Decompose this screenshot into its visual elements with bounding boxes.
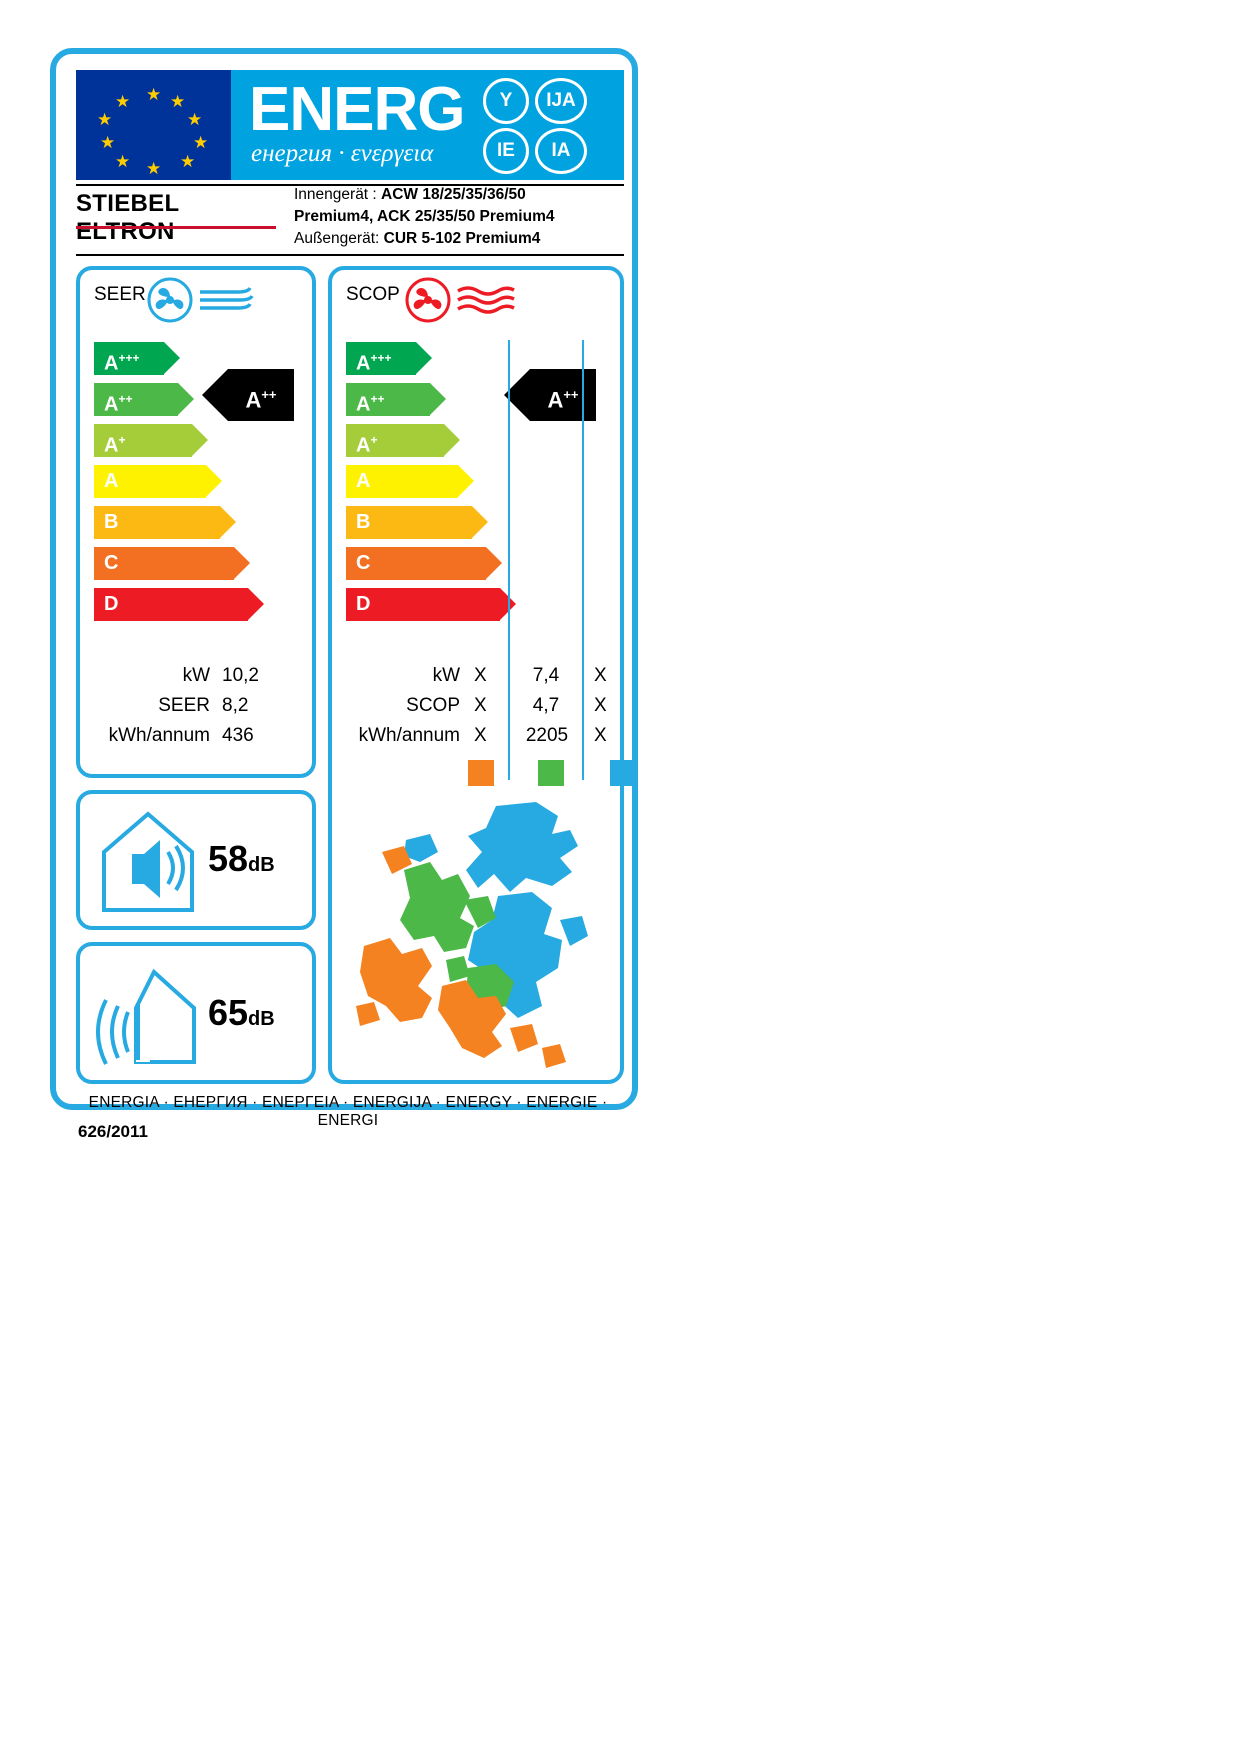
- europe-climate-map: [346, 800, 616, 1072]
- class-arrow-c: C: [94, 547, 234, 580]
- fan-icon-heating: [404, 276, 452, 324]
- outdoor-noise-icon: [94, 962, 202, 1070]
- indoor-noise-unit: dB: [248, 854, 275, 876]
- energ-wordmark: ENERG: [249, 75, 465, 144]
- footer-regulation: 626/2011: [78, 1122, 148, 1141]
- seer-row-0-label: kW: [182, 665, 210, 686]
- class-arrow-ap: A++: [346, 383, 430, 416]
- outdoor-value: CUR 5-102 Premium4: [383, 230, 541, 247]
- energy-label: [50, 48, 638, 1141]
- seer-row-1-value: 8,2: [222, 695, 249, 716]
- outdoor-noise-panel: [76, 942, 316, 1084]
- lang-bubble-ija: IJA: [535, 78, 587, 124]
- label-header: [76, 70, 624, 180]
- indoor-noise-number: 58: [208, 838, 249, 879]
- scop-title: SCOP: [346, 284, 400, 305]
- outdoor-noise-value: [208, 992, 275, 1034]
- seer-rating-pointer: [228, 369, 294, 421]
- seer-row-0-value: 10,2: [222, 665, 259, 686]
- seer-row-1-label: SEER: [158, 695, 210, 716]
- eu-flag-icon: ★ ★ ★ ★ ★ ★ ★ ★ ★ ★: [76, 70, 231, 180]
- lang-bubble-ie: IE: [483, 128, 529, 174]
- scop-class-scale: [346, 342, 500, 629]
- climate-swatch-average: [538, 760, 564, 786]
- class-arrow-d: D: [346, 588, 500, 621]
- brand-rule: [76, 226, 276, 229]
- seer-panel: [76, 266, 316, 778]
- class-arrow-d: D: [94, 588, 248, 621]
- class-arrow-app: A+++: [94, 342, 164, 375]
- class-arrow-b: B: [346, 506, 472, 539]
- class-arrow-ap: A++: [94, 383, 178, 416]
- indoor-label: Innengerät :: [294, 186, 377, 203]
- indoor-value-2: Premium4, ACK 25/35/50 Premium4: [294, 208, 555, 225]
- scop-row-2-average: 2205: [525, 725, 569, 746]
- class-arrow-c: C: [346, 547, 486, 580]
- scop-row-1-cold: X: [474, 695, 487, 716]
- climate-divider-1: [508, 340, 510, 780]
- class-arrow-b: B: [94, 506, 220, 539]
- indoor-noise-icon: [98, 808, 198, 916]
- indoor-noise-value: [208, 838, 275, 880]
- class-arrow-a1: A+: [346, 424, 444, 457]
- scop-row-0-label: kW: [432, 665, 460, 686]
- scop-row-1-label: SCOP: [406, 695, 460, 716]
- outdoor-label: Außengerät:: [294, 230, 380, 247]
- footer-languages: ENERGIA · ЕНЕРГИЯ · ΕΝΕΡΓΕΙΑ · ENERGIJA · ENERGY · ENERGIE · ENERGI: [88, 1094, 608, 1129]
- scop-row-0-warm: X: [594, 665, 607, 686]
- energ-banner: [231, 70, 624, 180]
- climate-swatch-colder: [610, 760, 636, 786]
- brand-name: STIEBEL ELTRON: [76, 190, 180, 245]
- lang-bubble-y: Y: [483, 78, 529, 124]
- scop-row-2-label: kWh/annum: [358, 725, 460, 746]
- airflow-icon-cooling: [198, 286, 258, 316]
- seer-title: SEER: [94, 284, 146, 305]
- airflow-icon-heating: [456, 284, 520, 316]
- energ-sub-wordmark: енергия · ενεργεια: [251, 140, 434, 167]
- scop-row-0-cold: X: [474, 665, 487, 686]
- outdoor-noise-unit: dB: [248, 1008, 275, 1030]
- indoor-value: ACW 18/25/35/36/50: [381, 186, 526, 203]
- outdoor-noise-number: 65: [208, 992, 249, 1033]
- seer-row-2-label: kWh/annum: [108, 725, 210, 746]
- scop-rating-sup: ++: [563, 387, 579, 402]
- class-arrow-app: A+++: [346, 342, 416, 375]
- fan-icon-cooling: [146, 276, 194, 324]
- header-rule-bottom: [76, 254, 624, 256]
- scop-rating-pointer: [530, 369, 596, 421]
- scop-row-2-warm: X: [594, 725, 607, 746]
- lang-bubble-ia: IA: [535, 128, 587, 174]
- model-block: [294, 184, 624, 250]
- climate-swatch-warmer: [468, 760, 494, 786]
- indoor-noise-panel: [76, 790, 316, 930]
- class-arrow-a: A: [346, 465, 458, 498]
- class-arrow-a1: A+: [94, 424, 192, 457]
- scop-row-1-average: 4,7: [532, 695, 560, 716]
- climate-divider-2: [582, 340, 584, 780]
- scop-row-0-average: 7,4: [532, 665, 560, 686]
- seer-rating-sup: ++: [261, 387, 277, 402]
- class-arrow-a: A: [94, 465, 206, 498]
- scop-row-2-cold: X: [474, 725, 487, 746]
- seer-row-2-value: 436: [222, 725, 254, 746]
- seer-rating-letter: A: [245, 387, 262, 413]
- scop-rating-letter: A: [547, 387, 564, 413]
- scop-panel: [328, 266, 624, 1084]
- scop-row-1-warm: X: [594, 695, 607, 716]
